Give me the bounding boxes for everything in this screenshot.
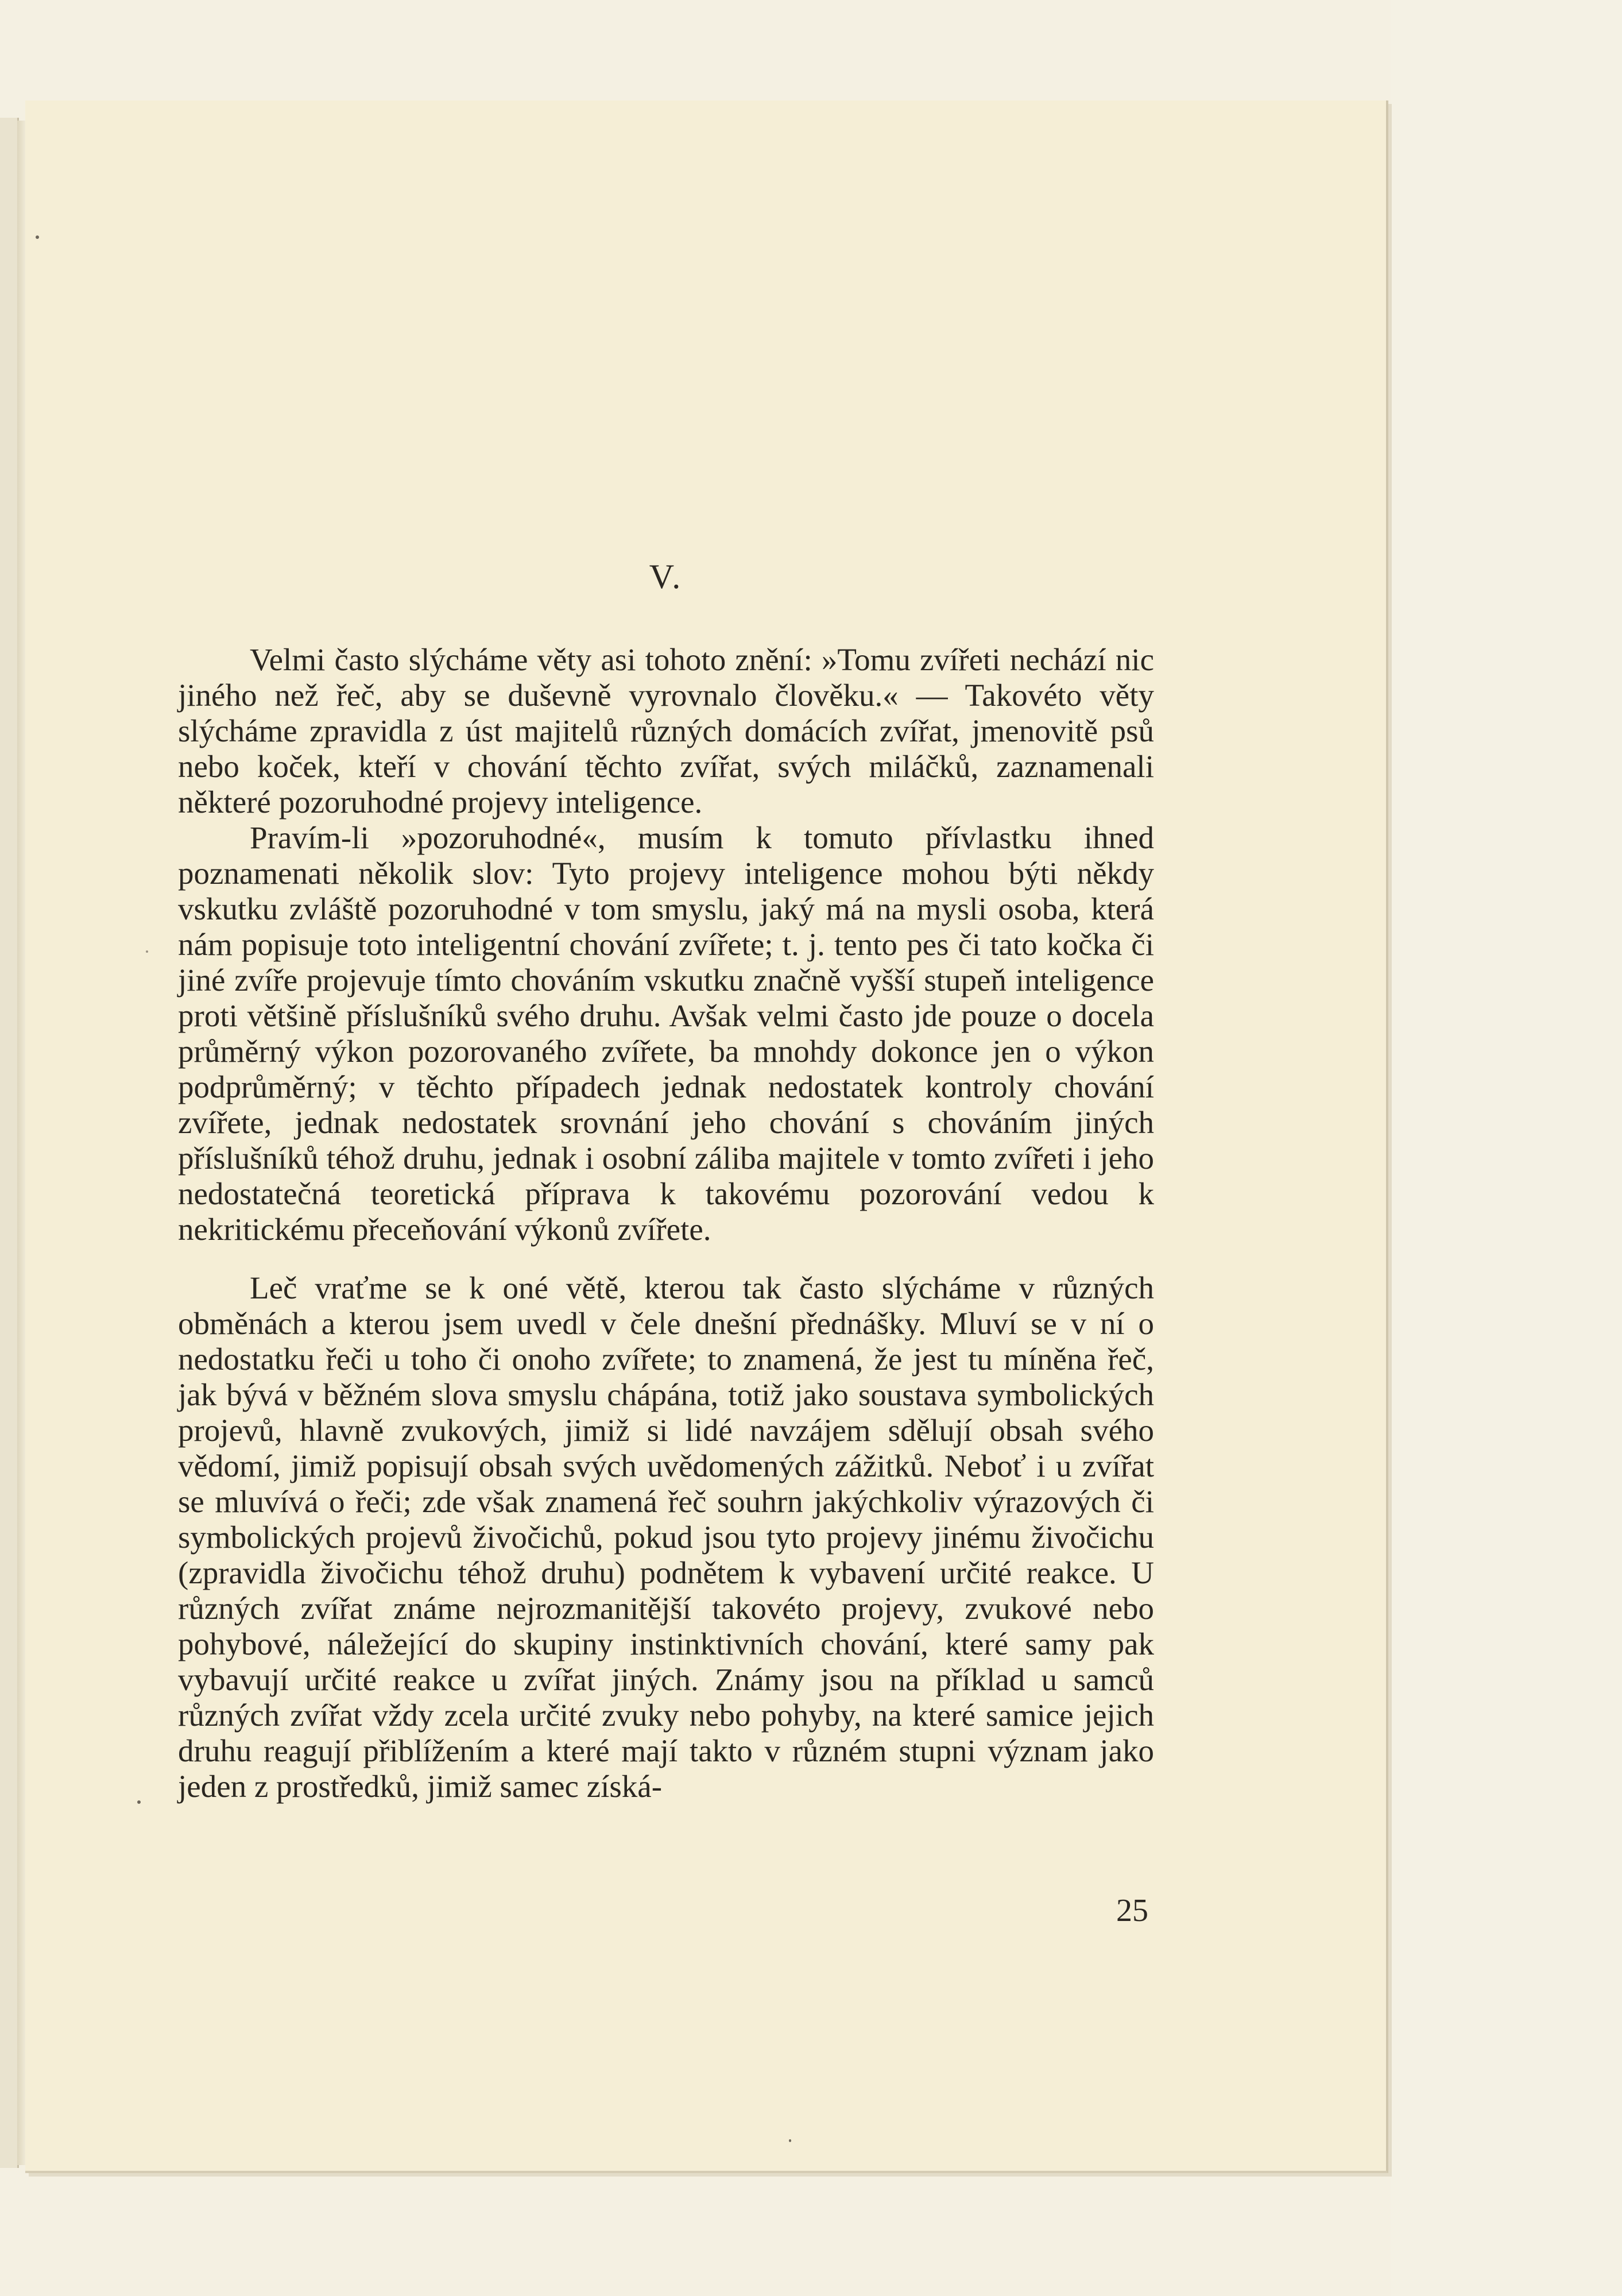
paper-speck [36, 235, 39, 239]
paper-speck [789, 2139, 791, 2142]
paragraph-3: Leč vraťme se k oné větě, kterou tak často slýcháme v různých obměnách a kterou jsem uvedl v čele dnešní přednášky. Mluví se v ní o nedostatku řeči u toho či onoho zvířete; to znamená, že jest tu míněna řeč, jak bývá v běžném slova smyslu chápána, totiž jako soustava symbolických projevů, hlavně zvukových, jimiž si lidé navzájem sdělují obsah svého vědomí, jimiž popisují obsah svých uvědomených zážitků. Neboť i u zvířat se mluvívá o řeči; zde však znamená řeč souhrn jakýchkoliv výrazových či symbolických projevů živočichů, pokud jsou tyto projevy jinému živočichu (zpravidla živočichu téhož druhu) podnětem k vybavení určité reakce. U různých zvířat známe nejrozmanitější takovéto projevy, zvukové nebo pohybové, náležející do skupiny instinktivních chování, které samy pak vybavují určité reakce u zvířat jiných. Známy jsou na příklad u samců různých zvířat vždy zcela určité zvuky nebo pohyby, na které samice jejich druhu reagují přiblížením a které mají takto v různém stupni význam jako jeden z prostředků, jimiž samec získá- [178, 1270, 1154, 1804]
scan-background [1391, 0, 1622, 2296]
paper-speck [146, 950, 148, 953]
body-text [178, 642, 1154, 1804]
paper-speck [137, 1800, 141, 1804]
paragraph-2: Pravím-li »pozoruhodné«, musím k tomuto přívlastku ihned poznamenati několik slov: Tyto projevy inteligence mohou býti někdy vskutku zvláště pozoruhodné v tom smyslu, jaký má na mysli osoba, která nám popisuje toto inteligentní chování zvířete; t. j. tento pes či tato kočka či jiné zvíře projevuje tímto chováním vskutku značně vyšší stupeň inteligence proti většině příslušníků svého druhu. Avšak velmi často jde pouze o docela průměrný výkon pozorovaného zvířete, ba mnohdy dokonce jen o výkon podprůměrný; v těchto případech jednak nedostatek kontroly chování zvířete, jednak nedostatek srovnání jeho chování s chováním jiných příslušníků téhož druhu, jednak i osobní záliba majitele v tomto zvířeti i jeho nedostatečná teoretická příprava k takovému pozorování vedou k nekritickému přeceňování výkonů zvířete. [178, 820, 1154, 1247]
page-gutter-shadow [17, 121, 25, 2165]
previous-page-edge [0, 118, 19, 2168]
chapter-number: V. [649, 558, 683, 596]
paragraph-1: Velmi často slýcháme věty asi tohoto znění: »Tomu zvířeti nechází nic jiného než řeč, aby se duševně vyrovnalo člověku.« — Takovéto věty slýcháme zpravidla z úst majitelů různých domácích zvířat, jmenovitě psů nebo koček, kteří v chování těchto zvířat, svých miláčků, zaznamenali některé pozoruhodné projevy inteligence. [178, 642, 1154, 820]
page-number: 25 [1116, 1893, 1148, 1928]
